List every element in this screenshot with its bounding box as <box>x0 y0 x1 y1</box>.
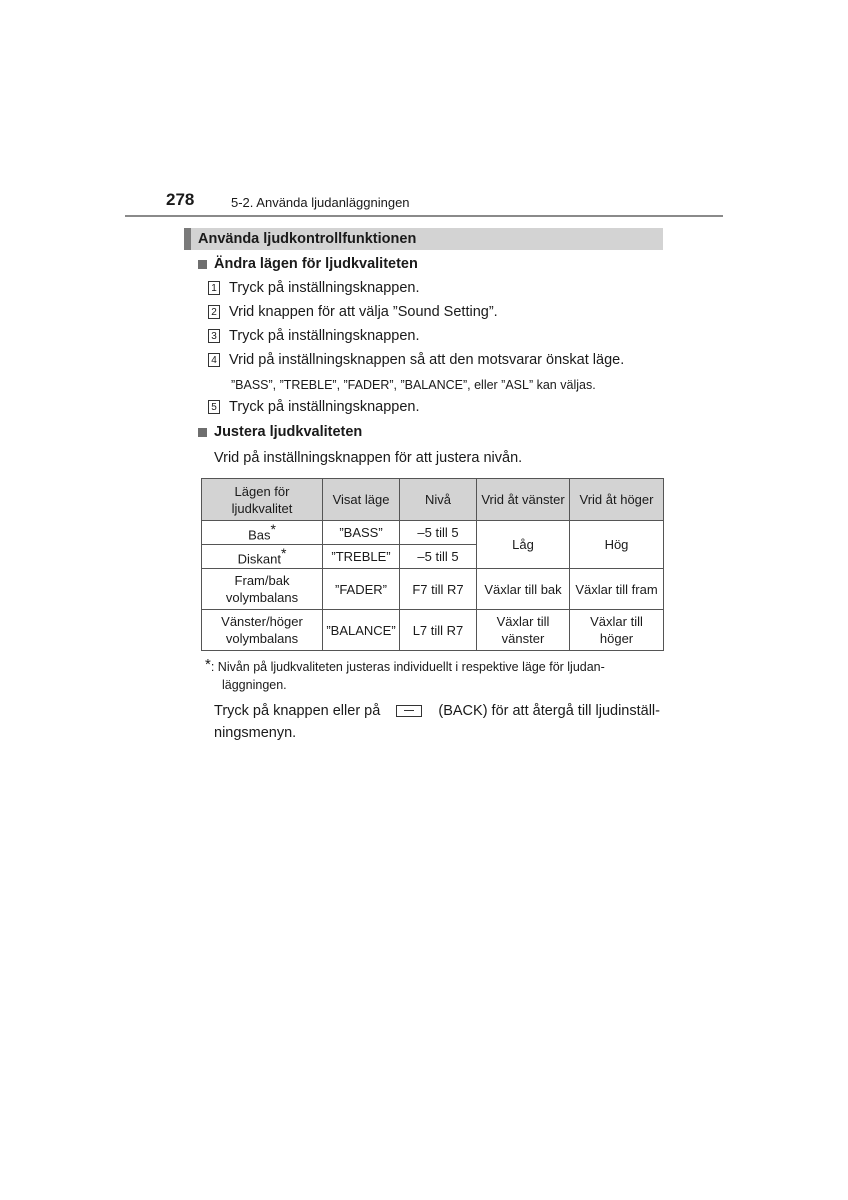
back-text-before: Tryck på knappen eller på <box>214 703 381 719</box>
back-instruction <box>214 700 660 744</box>
step-number: 5 <box>208 400 220 414</box>
step-number: 2 <box>208 305 220 319</box>
table-row <box>202 569 664 610</box>
back-button-icon <box>396 705 422 717</box>
step-text: Tryck på inställningsknappen. <box>229 399 420 415</box>
step-1 <box>208 280 419 296</box>
table-cell-display: ”TREBLE” <box>323 545 400 569</box>
column-header: Vrid åt vänster <box>477 479 570 521</box>
asterisk-marker: * <box>280 545 287 562</box>
square-bullet-icon <box>198 428 207 437</box>
table-cell-left: Växlar till bak <box>477 569 570 610</box>
mode-label: Diskant <box>237 551 281 567</box>
table-cell-mode: Vänster/höger volymbalans <box>202 610 323 651</box>
sub-heading-label: Ändra lägen för ljudkvaliteten <box>214 256 418 272</box>
back-text-line-2: ningsmenyn. <box>214 725 297 741</box>
column-header: Lägen för ljudkvalitet <box>202 479 323 521</box>
column-header: Vrid åt höger <box>570 479 664 521</box>
back-text-after: (BACK) för att återgå till ljudinställ- <box>438 703 660 719</box>
sub-heading-label: Justera ljudkvaliteten <box>214 424 363 440</box>
footnote-text-1: : Nivån på ljudkvaliteten justeras individuellt i respektive läge för ljudan- <box>210 660 605 674</box>
back-instruction-line-1 <box>214 700 660 722</box>
table-cell-left: Växlar till vänster <box>477 610 570 651</box>
header-rule <box>125 215 723 217</box>
table-cell-display: ”FADER” <box>323 569 400 610</box>
footnote-asterisk: * <box>205 656 211 673</box>
table-cell-right: Hög <box>570 521 664 569</box>
square-bullet-icon <box>198 260 207 269</box>
table-cell-display: ”BASS” <box>323 521 400 545</box>
column-header: Nivå <box>400 479 477 521</box>
table-cell-mode: Fram/bak volymbalans <box>202 569 323 610</box>
footnote <box>205 658 663 694</box>
adjust-text: Vrid på inställningsknappen för att justera nivån. <box>214 450 523 466</box>
step-4-note: ”BASS”, ”TREBLE”, ”FADER”, ”BALANCE”, eller ”ASL” kan väljas. <box>231 378 596 392</box>
table-cell-level: –5 till 5 <box>400 521 477 545</box>
table-cell-mode <box>202 521 323 545</box>
step-number: 1 <box>208 281 220 295</box>
step-number: 3 <box>208 329 220 343</box>
step-2 <box>208 304 498 320</box>
step-5 <box>208 399 419 415</box>
step-text: Vrid på inställningsknappen så att den motsvarar önskat läge. <box>229 352 625 368</box>
footnote-line-1 <box>205 658 663 676</box>
table-cell-level: L7 till R7 <box>400 610 477 651</box>
table-cell-right: Växlar till fram <box>570 569 664 610</box>
step-text: Tryck på inställningsknappen. <box>229 280 420 296</box>
step-number: 4 <box>208 353 220 367</box>
step-text: Vrid knappen för att välja ”Sound Setting”. <box>229 304 498 320</box>
sub-heading-adjust <box>198 424 362 440</box>
step-4 <box>208 352 624 368</box>
step-text: Tryck på inställningsknappen. <box>229 328 420 344</box>
table-cell-mode <box>202 545 323 569</box>
column-header: Visat läge <box>323 479 400 521</box>
page-number: 278 <box>166 190 195 209</box>
section-title-bar <box>184 228 663 250</box>
asterisk-marker: * <box>270 521 276 538</box>
table-cell-level: F7 till R7 <box>400 569 477 610</box>
table-header-row <box>202 479 664 521</box>
sub-heading-mode-change <box>198 256 418 272</box>
sound-quality-table <box>201 478 664 651</box>
mode-label: Bas <box>248 527 271 543</box>
table-cell-display: ”BALANCE” <box>323 610 400 651</box>
table-row <box>202 610 664 651</box>
footnote-text-2: läggningen. <box>222 678 287 692</box>
table-cell-left: Låg <box>477 521 570 569</box>
table-cell-level: –5 till 5 <box>400 545 477 569</box>
table-row <box>202 521 664 545</box>
chapter-title: 5-2. Använda ljudanläggningen <box>231 195 410 210</box>
section-title: Använda ljudkontrollfunktionen <box>198 231 417 247</box>
table-cell-right: Växlar till höger <box>570 610 664 651</box>
step-3 <box>208 328 419 344</box>
